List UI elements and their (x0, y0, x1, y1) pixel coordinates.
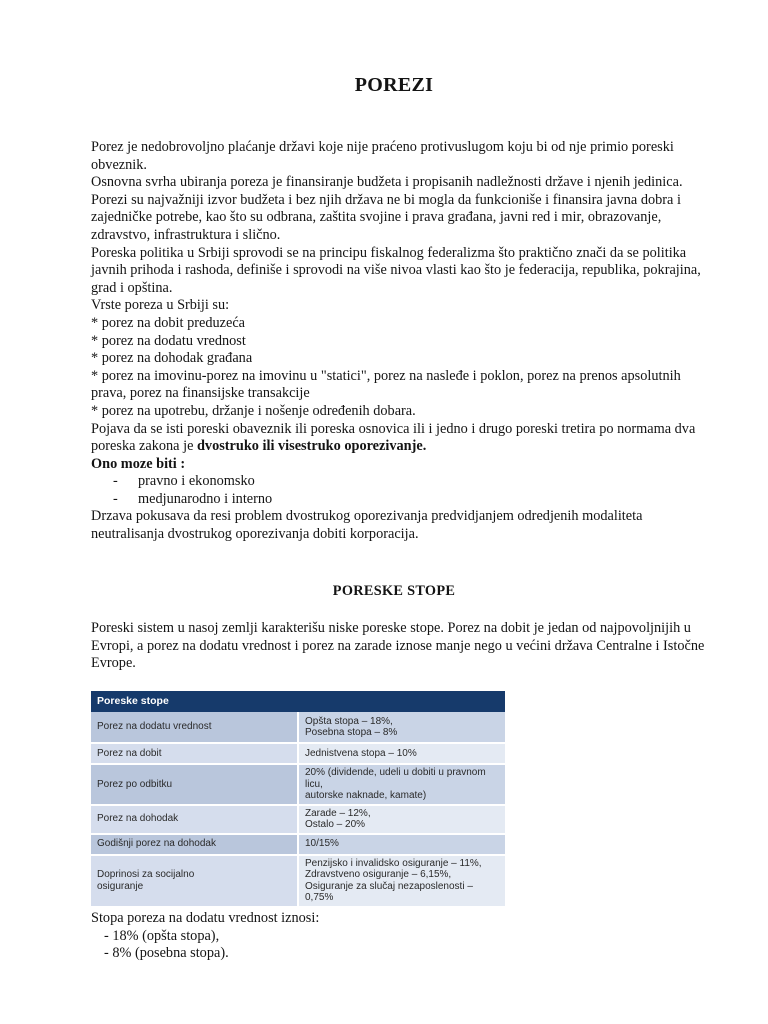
intro-section (91, 139, 711, 544)
table-row (91, 712, 505, 743)
double-tax-list (91, 473, 711, 508)
tax-rate-cell: 20% (dividende, udeli u dobiti u pravnom licu, autorske naknade, kamate) (298, 764, 505, 805)
tax-rate-cell: Jednistvena stopa – 10% (298, 743, 505, 764)
tax-rate-cell: Penzijsko i invalidsko osiguranje – 11%, Zdravstveno osiguranje – 6,15%, Osiguranje za slučaj nezaposlenosti – 0,75% (298, 855, 505, 907)
tax-name-cell: Porez na dohodak (91, 805, 298, 834)
vat-section (91, 910, 711, 963)
double-tax-text: Pojava da se isti poreski obaveznik ili poreska osnovica ili i jedno i drugo poreski tretira po normama dva poreska zakona je (91, 420, 696, 455)
paragraph-double-tax-closing: Drzava pokusava da resi problem dvostrukog oporezivanja predvidjanjem odredjenih modaliteta neutralisanja dvostrukog oporezivanja dobiti korporacija. (91, 508, 643, 543)
tax-name-cell: Doprinosi za socijalno osiguranje (91, 855, 298, 907)
tax-name-cell: Godišnji porez na dohodak (91, 834, 298, 855)
page-title: POREZI (354, 74, 434, 96)
double-tax-term: dvostruko ili visestruko oporezivanje. (196, 438, 427, 455)
tax-type-item: * porez na dobit preduzeća (91, 314, 246, 331)
double-tax-heading (91, 456, 711, 474)
section-title-tax-rates: PORESKE STOPE (332, 583, 456, 599)
paragraph-definition: Porez je nedobrovoljno plaćanje državi koje nije praćeno protivuslugom koju bi od nje primio poreski obveznik. (91, 139, 674, 173)
tax-type-item: * porez na dohodak građana (91, 350, 253, 367)
tax-types-heading: Vrste poreza u Srbiji su: (91, 297, 230, 314)
tax-type-item: * porez na imovinu-porez na imovinu u "statici", porez na nasleđe i poklon, porez na prenos apsolutnih prava, porez na finansijske transakcije (91, 367, 681, 402)
tax-rate-cell: Opšta stopa – 18%, Posebna stopa – 8% (298, 712, 505, 743)
table-row (91, 764, 505, 805)
tax-type-item: * porez na upotrebu, držanje i nošenje određenih dobara. (91, 402, 416, 419)
vat-rate-item: - 8% (posebna stopa). (104, 945, 229, 962)
paragraph-double-tax (91, 421, 711, 456)
table-row (91, 805, 505, 834)
table-row (91, 855, 505, 907)
list-item: - pravno i ekonomsko (91, 473, 711, 491)
table-header: Poreske stope (91, 691, 505, 712)
tax-type-item: * porez na dodatu vrednost (91, 332, 246, 349)
vat-intro: Stopa poreza na dodatu vrednost iznosi: (91, 910, 320, 926)
tax-rate-cell: 10/15% (298, 834, 505, 855)
table-row (91, 743, 505, 764)
paragraph-policy: Poreska politika u Srbiji sprovodi se na principu fiskalnog federalizma što praktično znači da se politika javnih prihoda i rashoda, definiše i sprovodi na više nivoa vlasti kao što je federacija, republika, pokrajina, grad i opština. (91, 244, 701, 296)
tax-name-cell: Porez po odbitku (91, 764, 298, 805)
tax-rates-section (91, 620, 711, 673)
table-row (91, 834, 505, 855)
double-tax-heading-text: Ono moze biti : (91, 455, 186, 472)
tax-name-cell: Porez na dodatu vrednost (91, 712, 298, 743)
tax-rates-table (91, 691, 505, 908)
vat-rate-item: - 18% (opšta stopa), (104, 927, 220, 944)
paragraph-tax-rates: Poreski sistem u nasoj zemlji karakterišu niske poreske stope. Porez na dobit je jedan od najpovoljnijih u Evropi, a porez na dodatu vrednost i porez na zarade iznose manje nego u većini država Centralne i Istočne Evrope. (91, 620, 705, 672)
tax-name-cell: Porez na dobit (91, 743, 298, 764)
list-item: - medjunarodno i interno (91, 491, 711, 509)
paragraph-purpose: Osnovna svrha ubiranja poreza je finansiranje budžeta i propisanih nadležnosti države i njenih jedinica. Porezi su najvažniji izvor budžeta i bez njih država ne bi mogla da funkcioniše i finansira javna dobra i zajedničke potrebe, kao što su odbrana, zaštita svojine i prava građana, javni red i mir, obrazovanje, zdravstvo, infrastruktura i slično. (91, 174, 683, 243)
tax-rate-cell: Zarade – 12%, Ostalo – 20% (298, 805, 505, 834)
